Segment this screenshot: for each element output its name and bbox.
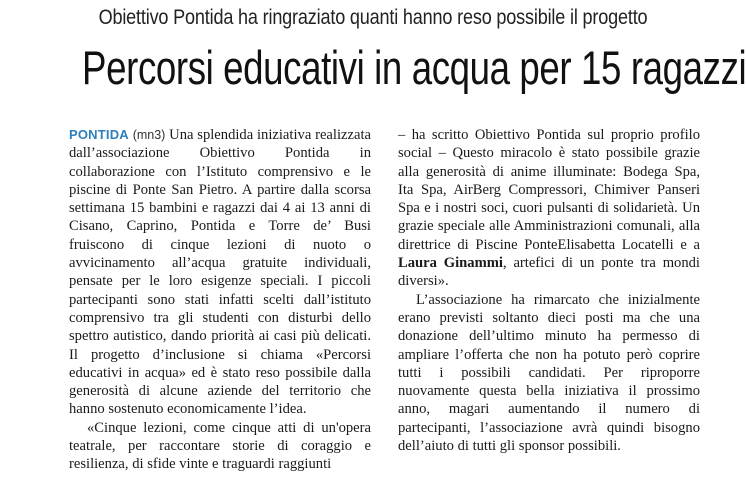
article-paragraph: L’associazione ha rimarcato che inizialmente erano previsti soltanto dieci posti ma che una donazione dell’ultimo minuto ha permesso di ampliare l’offerta che non ha potuto però coprire tutti i possibili candidati. Per riproporre nuovamente questa bella iniziativa il prossimo anno, magari aumentando il numero di partecipanti, l’associazione avrà quindi bisogno dell’aiuto di tutti gli sponsor possibili. xyxy=(398,291,700,455)
article-kicker: Obiettivo Pontida ha ringraziato quanti hanno reso possibile il progetto xyxy=(98,6,648,29)
dateline: PONTIDA xyxy=(69,127,129,142)
article-column-left xyxy=(69,126,371,474)
article-paragraph xyxy=(398,126,700,291)
person-name: Laura Ginammi xyxy=(398,255,503,272)
paragraph-text: – ha scritto Obiettivo Pontida sul proprio profilo social – Questo miracolo è stato possibile grazie alla generosità di anime illuminate: Bodega Spa, Ita Spa, AirBerg Compressori, Chimiver Panseri Spa e i nostri soci, cuori pulsanti di solidarietà. Un grazie speciale alle Amministrazioni comunali, alla direttrice di Piscine PonteElisabetta Locatelli e a xyxy=(398,127,700,253)
source-code: (mn3) xyxy=(132,128,166,142)
article-paragraph xyxy=(69,126,371,419)
article-headline: Percorsi educativi in acqua per 15 ragazzi xyxy=(82,41,746,94)
article-paragraph: «Cinque lezioni, come cinque atti di un'opera teatrale, per raccontare storie di coraggio e resilienza, di sfide vinte e traguardi raggiunti xyxy=(69,419,371,473)
paragraph-text: Una splendida iniziativa realizzata dall’associazione Obiettivo Pontida in collaborazione con l’Istituto comprensivo e le piscine di Ponte San Pietro. A partire dalla scorsa settimana 15 bambini e ragazzi dai 4 ai 13 anni di Cisano, Caprino, Pontida e Torre de’ Busi fruiscono di cinque lezioni di nuoto o avvicinamento all’acqua gratuite individuali, pensate per le loro esigenze speciali. I piccoli partecipanti sono stati infatti scelti dall’istituto comprensivo tra gli studenti con disturbi dello spettro autistico, dando priorità ai casi più delicati. Il progetto d’inclusione si chiama «Percorsi educativi in acqua» ed è stato reso possibile dalla generosità di alcune aziende del territorio che hanno sostenuto economicamente l’idea. xyxy=(69,127,371,418)
paragraph-text: , artefici di un ponte tra mondi diversi». xyxy=(398,255,700,290)
article-column-right xyxy=(398,126,700,455)
